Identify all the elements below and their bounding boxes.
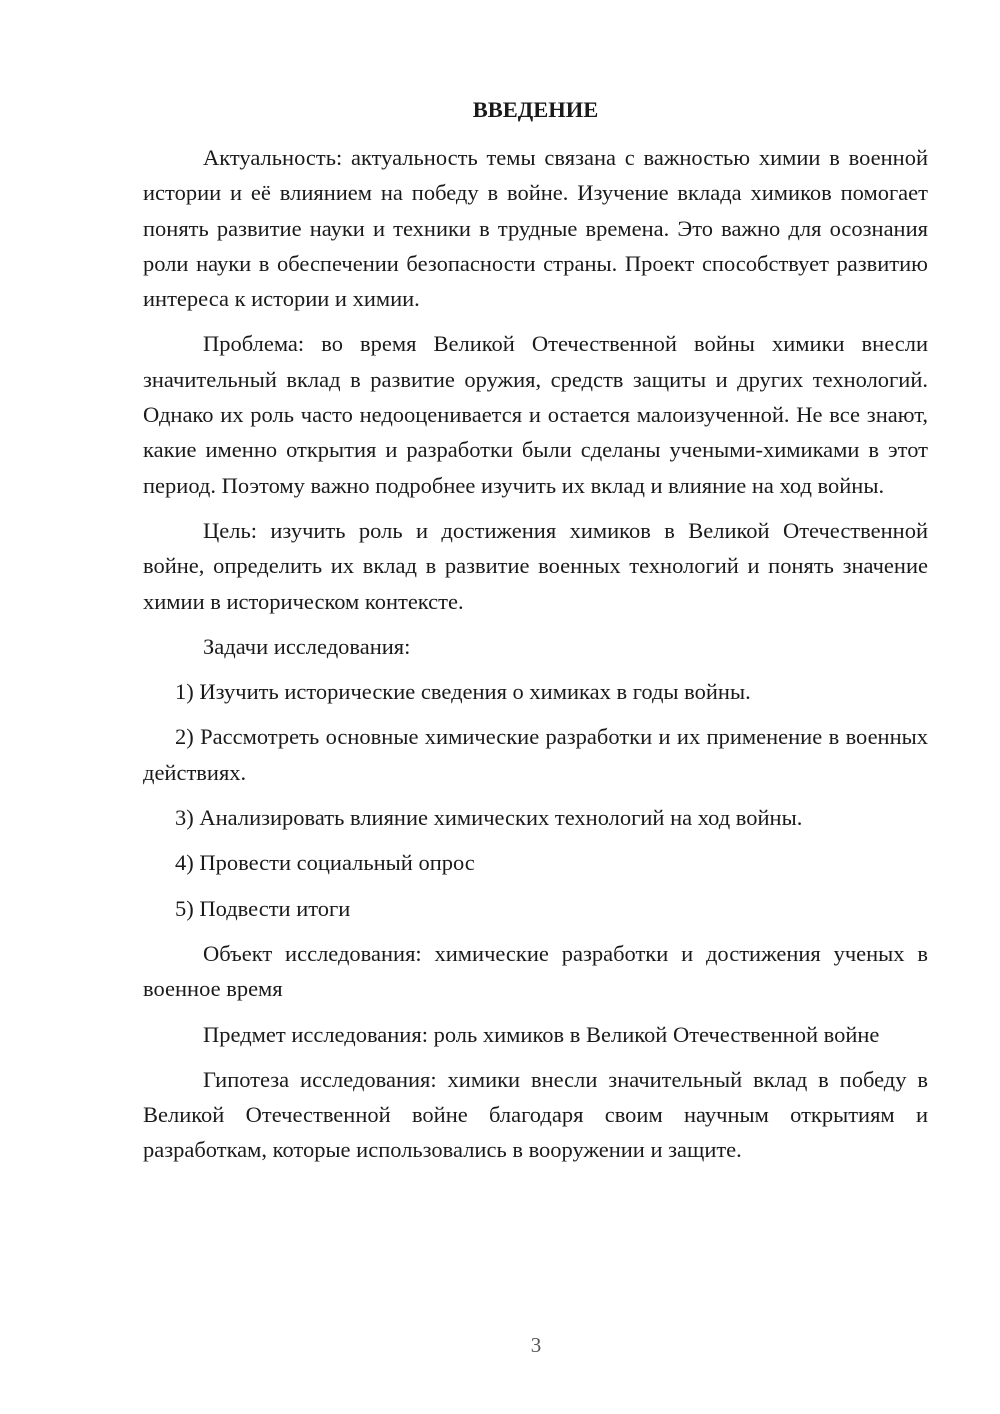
- goal-paragraph: Цель: изучить роль и достижения химиков в Великой Отечественной войне, определить их вклад в развитие военных технологий и понять значение химии в историческом контексте.: [143, 517, 928, 614]
- page-number: 3: [530, 1333, 542, 1357]
- task-item: 3) Анализировать влияние химических технологий на ход войны.: [175, 805, 803, 831]
- page-title: ВВЕДЕНИЕ: [472, 97, 599, 122]
- tasks-heading: Задачи исследования:: [203, 633, 411, 659]
- task-item: 2) Рассмотреть основные химические разработки и их применение в военных действиях.: [143, 724, 928, 785]
- object-paragraph: Объект исследования: химические разработки и достижения ученых в военное время: [143, 940, 928, 1002]
- task-item: 4) Провести социальный опрос: [175, 850, 475, 876]
- problem-paragraph: Проблема: во время Великой Отечественной войны химики внесли значительный вклад в развитие оружия, средств защиты и других технологий. Однако их роль часто недооценивается и остается малоизученной. Не все знают, какие именно открытия и разработки были сделаны учеными-химиками в этот период. Поэтому важно подробнее изучить их вклад и влияние на ход войны.: [143, 331, 928, 498]
- task-item: 1) Изучить исторические сведения о химиках в годы войны.: [175, 679, 751, 705]
- task-item: 5) Подвести итоги: [175, 895, 351, 921]
- page-content: [143, 92, 928, 1178]
- subject-paragraph: Предмет исследования: роль химиков в Великой Отечественной войне: [203, 1021, 880, 1047]
- hypothesis-paragraph: Гипотеза исследования: химики внесли значительный вклад в победу в Великой Отечественной войне благодаря своим научным открытиям и разработкам, которые использовались в вооружении и защите.: [143, 1066, 928, 1163]
- relevance-paragraph: Актуальность: актуальность темы связана с важностью химии в военной истории и её влиянием на победу в войне. Изучение вклада химиков помогает понять развитие науки и техники в трудные времена. Это важно для осознания роли науки в обеспечении безопасности страны. Проект способствует развитию интереса к истории и химии.: [143, 145, 928, 312]
